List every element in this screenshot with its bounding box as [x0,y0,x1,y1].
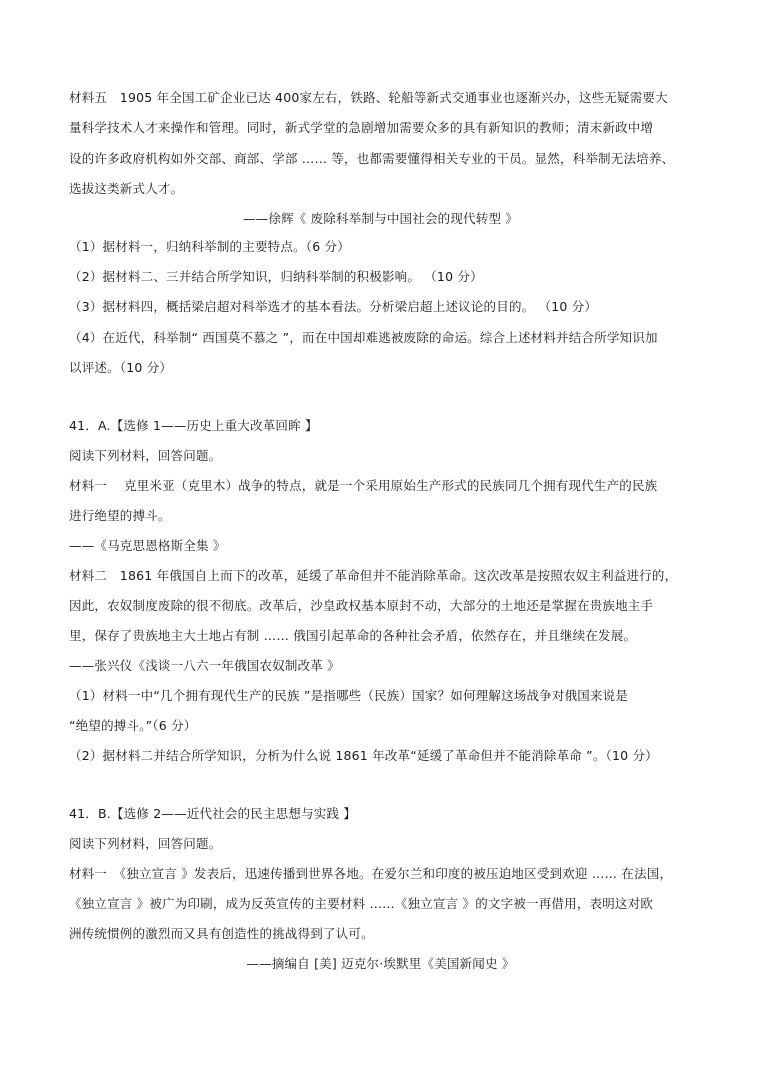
question-4-line-2: 以评述。（10 分） [69,360,173,375]
section-41a-material2-line-1: 材料二 1861 年俄国自上而下的改革，延缓了革命但并不能消除革命。这次改革是按照农奴主利益进行的， [69,568,678,583]
section-41a-question-2: （2）据材料二并结合所学知识，分析为什么说 1861 年改革“延缓了革命但并不能消除革命 ”。（10 分） [69,748,658,763]
section-41b-material1-source: ——摘编自 [美] 迈克尔·埃默里《美国新闻史 》 [246,956,515,971]
section-41a-material1-source: ——《马克思恩格斯全集 》 [69,538,226,553]
section-41a-material1-line-1: 材料一 克里米亚（克里木）战争的特点，就是一个采用原始生产形式的民族同几个拥有现代生产的民族 [69,478,658,493]
material5-line-3: 设的许多政府机构如外交部、商部、学部 …… 等，也都需要懂得相关专业的干员。显然，科举制无法培养、 [69,151,675,166]
section-41a-material2-line-2: 因此，农奴制度废除的很不彻底。改革后，沙皇政权基本原封不动，大部分的土地还是掌握在贵族地主手 [69,598,654,613]
section-41b-instruction: 阅读下列材料，回答问题。 [69,836,222,851]
section-41b-material1-line-3: 洲传统惯例的激烈而又具有创造性的挑战得到了认可。 [69,926,374,941]
question-1: （1）据材料一，归纳科举制的主要特点。（6 分） [69,239,350,254]
section-41b-heading: 41．B.【选修 2——近代社会的民主思想与实践 】 [69,806,357,821]
question-3: （3）据材料四，概括梁启超对科举选才的基本看法。分析梁启超上述议论的目的。 （10 分） [69,299,598,314]
section-41a-material2-source: ——张兴仪《浅谈一八六一年俄国农奴制改革 》 [69,658,340,673]
question-4-line-1: （4）在近代，科举制“ 西国莫不慕之 ”，而在中国却难逃被废除的命运。综合上述材料并结合所学知识加 [69,330,658,345]
section-41a-heading: 41．A.【选修 1——历史上重大改革回眸 】 [69,418,318,433]
section-41a-material1-line-2: 进行绝望的搏斗。 [69,508,171,523]
section-41b-material1-line-1: 材料一 《独立宣言 》发表后，迅速传播到世界各地。在爱尔兰和印度的被压迫地区受到欢迎 …… 在法国， [69,866,673,881]
material5-source: ——徐辉《 废除科举制与中国社会的现代转型 》 [242,211,519,226]
section-41a-instruction: 阅读下列材料，回答问题。 [69,448,222,463]
section-41a-material2-line-3: 里，保存了贵族地主大土地占有制 …… 俄国引起革命的各种社会矛盾，依然存在，并且继续在发展。 [69,628,637,643]
material5-line-2: 量科学技术人才来操作和管理。同时，新式学堂的急剧增加需要众多的具有新知识的教师；清末新政中增 [69,120,654,135]
section-41b-material1-line-2: 《独立宣言 》被广为印刷，成为反英宣传的主要材料 ……《独立宣言 》的文字被一再借用，表明这对欧 [69,896,654,911]
section-41a-question-1-line-1: （1）材料一中“几个拥有现代生产的民族 ”是指哪些（民族）国家？如何理解这场战争对俄国来说是 [69,688,629,703]
question-2: （2）据材料二、三并结合所学知识，归纳科举制的积极影响。 （10 分） [69,269,483,284]
section-41a-question-1-line-2: “绝望的搏斗。”（6 分） [69,718,197,733]
material5-line-4: 选拔这类新式人才。 [69,181,184,196]
material5-line-1: 材料五 1905 年全国工矿企业已达 400家左右，铁路、轮船等新式交通事业也逐渐兴办，这些无疑需要大 [69,90,668,105]
